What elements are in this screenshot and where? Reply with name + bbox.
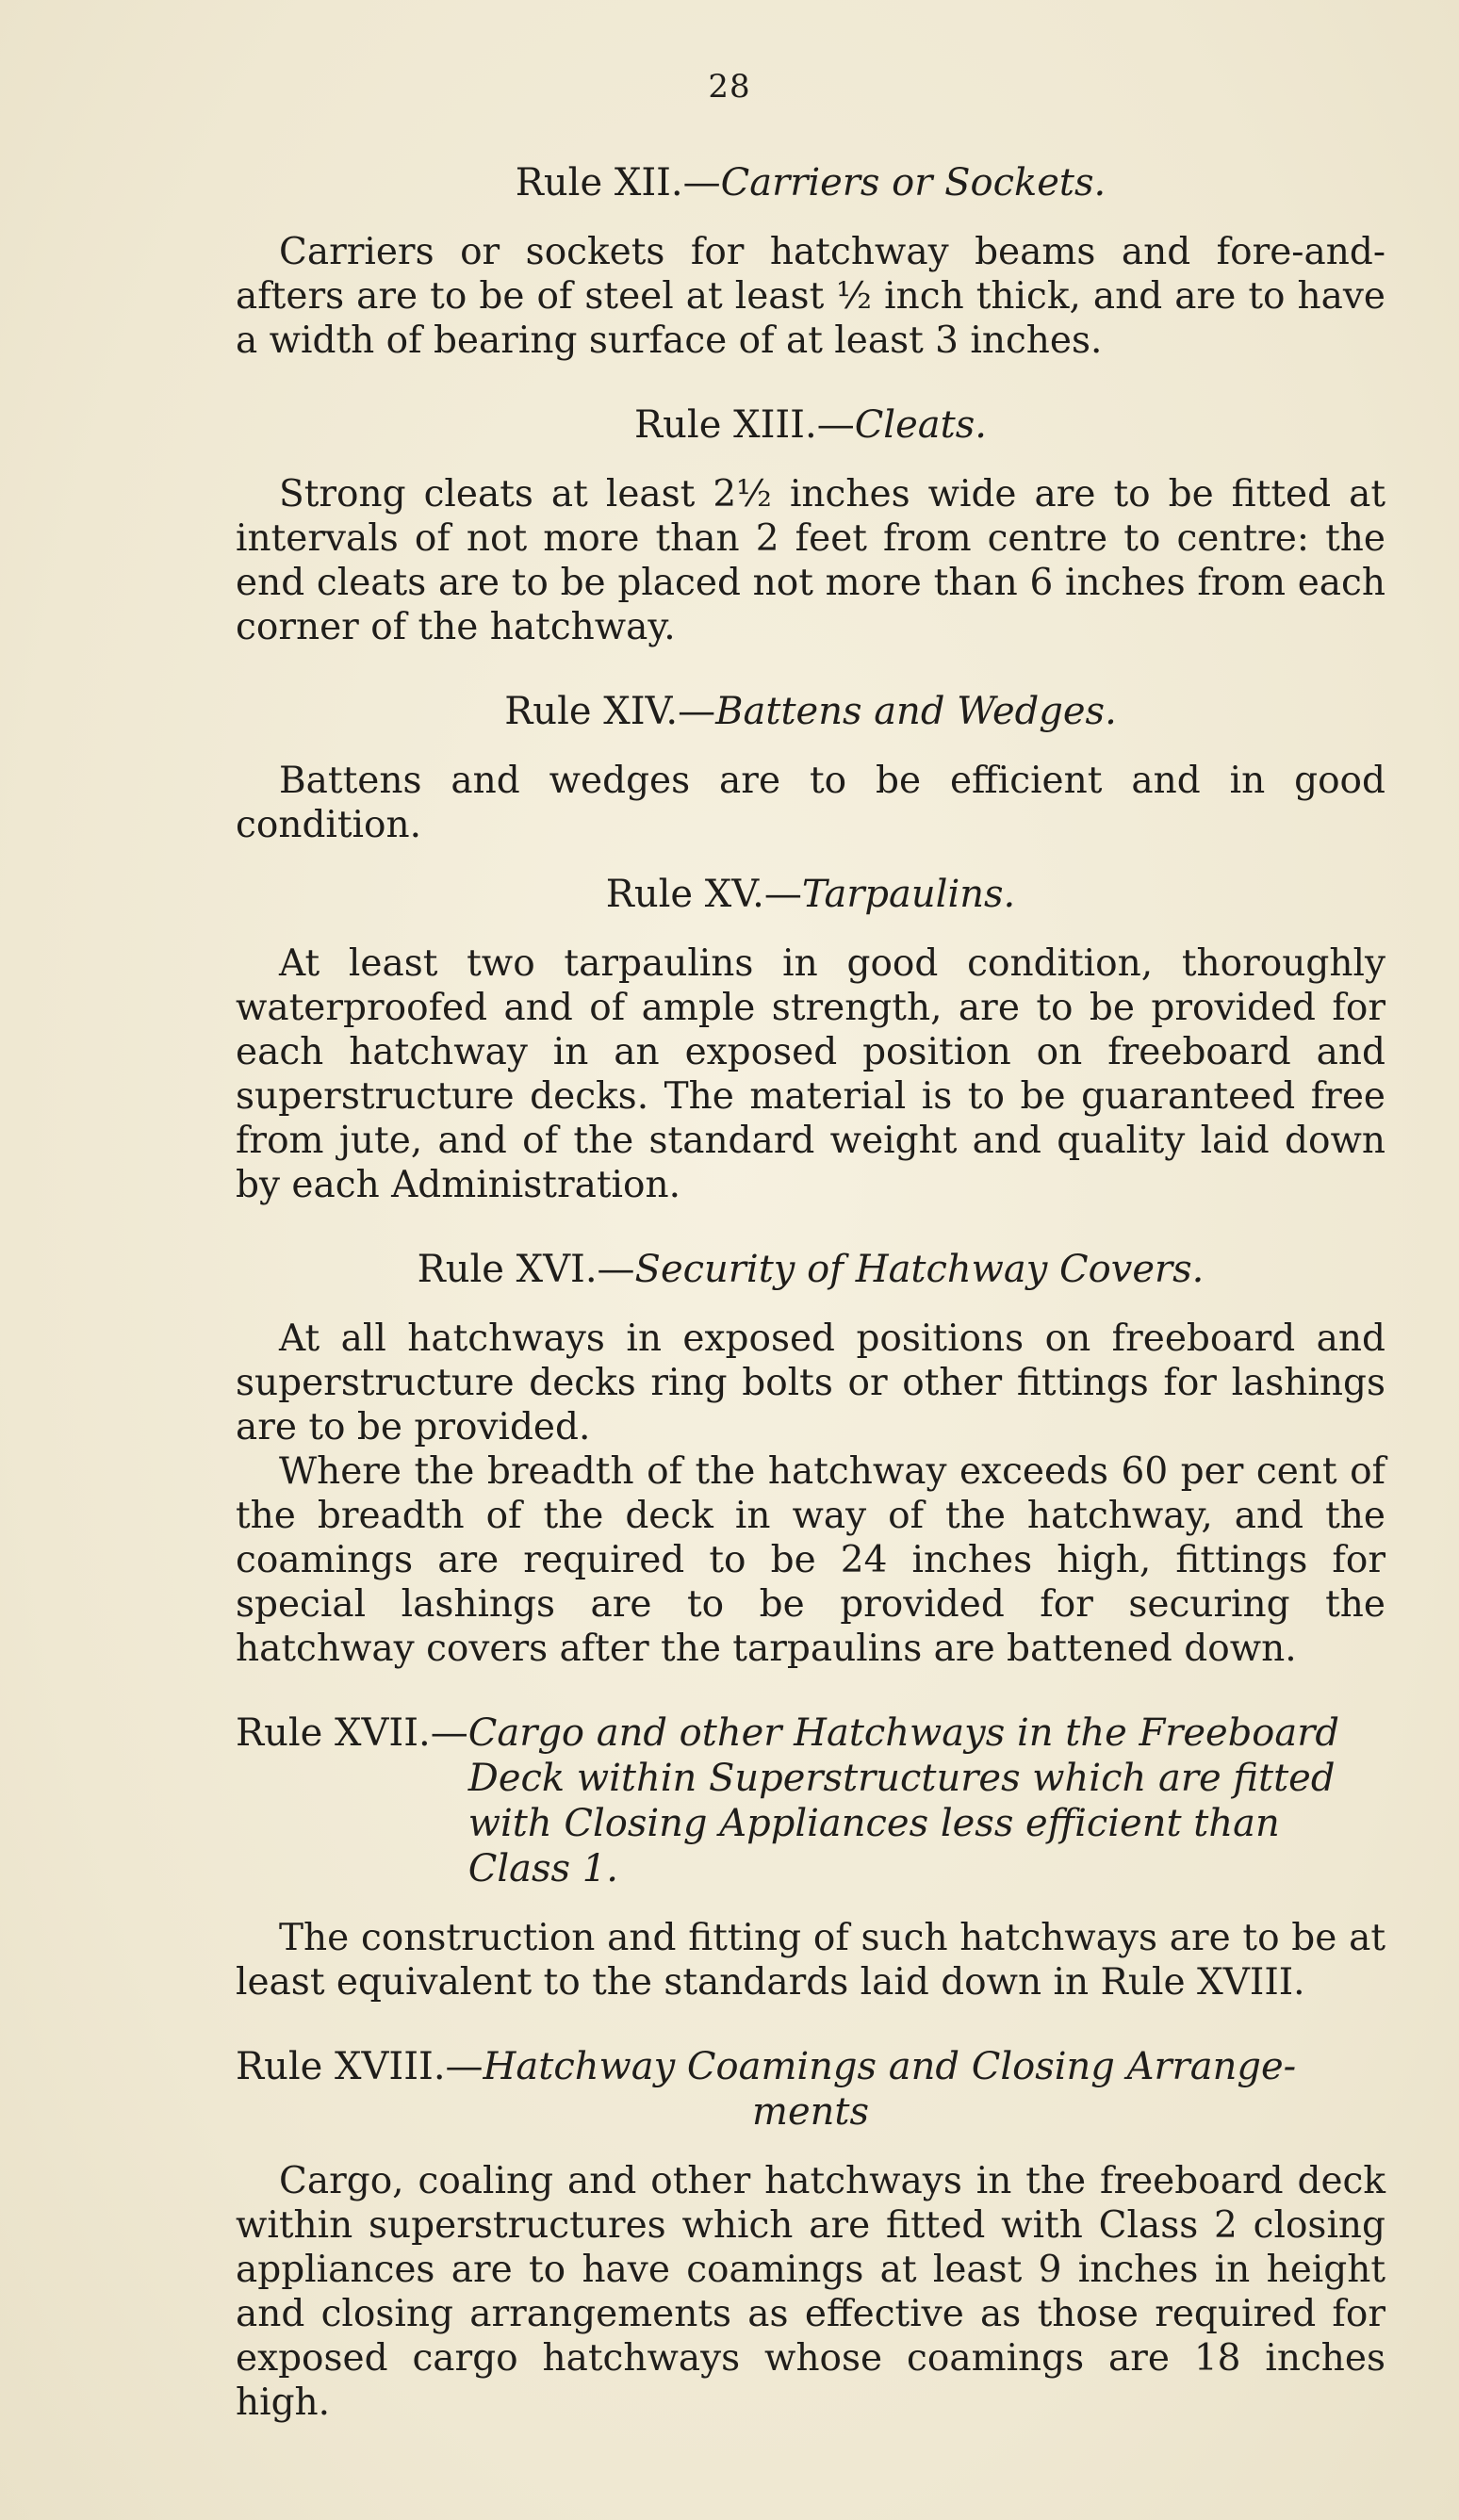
rule-xv-paragraph: At least two tarpaulins in good condition, thoroughly waterproofed and of ample strength, are to be provided for each hatchway in an exposed position on freeboard and superstructure decks. The material is to be guaranteed free from jute, and of the standard weight and quality laid down by each Administration. [236,942,1385,1206]
rule-xiv-heading-title: Battens and Wedges. [715,690,1117,733]
rule-xvii-heading-title-line-3: with Closing Appliances less efficient than [467,1802,1280,1845]
rule-xvi-heading [236,1247,1385,1292]
rule-xiv-heading-lead: Rule XIV.— [504,690,716,733]
rule-xiv-paragraph: Battens and wedges are to be efficient and in good condition. [236,760,1385,846]
rule-xiii-section [236,402,1385,649]
rule-xvii-heading-title-line-2: Deck within Superstructures which are fitted [467,1757,1336,1800]
rule-xv-heading-lead: Rule XV.— [605,873,802,916]
rule-xvi-paragraph-2: Where the breadth of the hatchway exceeds 60 per cent of the breadth of the deck in way of the hatchway, and the coamings are required to be 24 inches high, fittings for special lashings are to be provided for securing the hatchway covers after the tarpaulins are battened down. [236,1450,1385,1670]
rule-xviii-heading [236,2044,1385,2135]
rule-xiii-heading [236,402,1385,448]
rule-xvii-section [236,1710,1385,2005]
rule-xviii-heading-lead: Rule XVIII.— [236,2045,484,2088]
rule-xvii-paragraph: The construction and fitting of such hatchways are to be at least equivalent to the standards laid down in Rule XVIII. [236,1917,1385,2004]
rule-xii-heading [236,160,1385,205]
rule-xvii-heading-lead: Rule XVII.— [236,1711,468,1755]
rule-xvi-heading-title: Security of Hatchway Covers. [634,1248,1205,1291]
rule-xviii-heading-title: Hatchway Coamings and Closing Arrange- [483,2045,1297,2088]
rule-xiv-heading [236,689,1385,734]
rule-xv-heading-title: Tarpaulins. [801,873,1016,916]
rule-xvii-heading-title [468,1710,1339,1891]
rule-xviii-section [236,2044,1385,2425]
rule-xii-heading-lead: Rule XII.— [515,161,721,205]
rule-xv-section [236,872,1385,1207]
page-number: 28 [708,68,751,106]
rule-xiii-heading-lead: Rule XIII.— [634,403,855,447]
rule-xvi-heading-lead: Rule XVI.— [417,1248,635,1291]
rule-xii-paragraph: Carriers or sockets for hatchway beams and fore-and-afters are to be of steel at least ½ inch thick, and are to have a width of bearing surface of at least 3 inches. [236,231,1385,362]
rule-xvii-heading-title-line-1: Cargo and other Hatchways in the Freeboard [467,1711,1339,1755]
rule-xviii-paragraph: Cargo, coaling and other hatchways in the freeboard deck within superstructures which are fitted with Class 2 closing appliances are to have coamings at least 9 inches in height and closing arrangements as effective as those required for exposed cargo hatchways whose coamings are 18 inches high. [236,2160,1385,2424]
rule-xii-section [236,160,1385,363]
rule-xv-heading [236,872,1385,917]
text-column [236,160,1385,2425]
rule-xiii-heading-title: Cleats. [854,403,987,447]
rule-xvi-section [236,1247,1385,1671]
rule-xvii-heading-title-line-4: Class 1. [467,1847,618,1890]
rule-xiv-section [236,689,1385,847]
rule-xviii-heading-title-cont: ments [752,2090,869,2134]
rule-xii-heading-title: Carriers or Sockets. [720,161,1107,205]
rule-xiii-paragraph: Strong cleats at least 2½ inches wide are to be fitted at intervals of not more than 2 feet from centre to centre: the end cleats are to be placed not more than 6 inches from each corner of the hatchway. [236,473,1385,648]
rule-xvi-paragraph-1: At all hatchways in exposed positions on freeboard and superstructure decks ring bolts or other fittings for lashings are to be provided. [236,1317,1385,1448]
rule-xvii-heading [236,1710,1385,1891]
